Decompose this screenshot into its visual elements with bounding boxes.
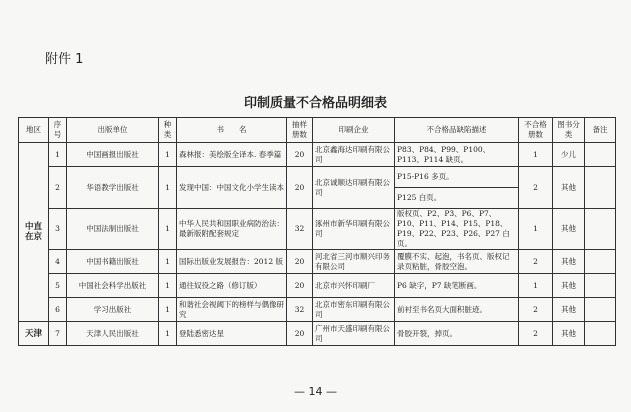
book-class-cell: 其他 (553, 250, 585, 274)
sample-cell: 20 (287, 167, 313, 209)
category-cell: 1 (159, 250, 177, 274)
publisher-cell: 中国法制出版社 (67, 209, 159, 250)
header-sample: 抽样册数 (287, 118, 313, 143)
header-defects: 不合格品缺陷描述 (395, 118, 519, 143)
sample-cell: 32 (287, 209, 313, 250)
table-header-row (19, 118, 616, 143)
title-cell: 国际出版业发展报告：2012 版 (177, 250, 287, 274)
table-row (19, 143, 616, 167)
printer-cell: 北京诚顺达印刷有限公司 (313, 167, 395, 209)
title-cell: 中华人民共和国职业病防治法：最新版附配套规定 (177, 209, 287, 250)
publisher-cell: 天津人民出版社 (67, 322, 159, 346)
title-cell: 通往奴役之路（修订版） (177, 274, 287, 298)
seq-cell: 1 (49, 143, 67, 167)
defects-cell-secondary: P125 白页。 (395, 188, 519, 209)
remark-cell (585, 167, 616, 209)
attachment-label: 附件 1 (45, 52, 84, 67)
category-cell: 1 (159, 322, 177, 346)
table-row (19, 322, 616, 346)
document-title: 印制质量不合格品明细表 (243, 96, 387, 111)
book-class-cell: 少儿 (553, 143, 585, 167)
seq-cell: 7 (49, 322, 67, 346)
fail-count-cell: 2 (519, 298, 553, 322)
table-row (19, 167, 616, 188)
printer-cell: 北京市密东印刷有限公司 (313, 298, 395, 322)
remark-cell (585, 209, 616, 250)
sample-cell: 20 (287, 143, 313, 167)
header-remark: 备注 (585, 118, 616, 143)
printer-cell: 河北省三河市顺兴印务有限公司 (313, 250, 395, 274)
header-title: 书 名 (177, 118, 287, 143)
sample-cell: 20 (287, 250, 313, 274)
header-category: 种类 (159, 118, 177, 143)
defect-table (18, 117, 616, 346)
publisher-cell: 中国画报出版社 (67, 143, 159, 167)
region-cell: 中直在京 (19, 143, 49, 322)
remark-cell (585, 143, 616, 167)
sample-cell: 20 (287, 274, 313, 298)
printer-cell: 北京市兴怀印刷厂 (313, 274, 395, 298)
category-cell: 1 (159, 167, 177, 209)
defects-cell: 前衬至书名页大面积脏迹。 (395, 298, 519, 322)
header-publisher: 出版单位 (67, 118, 159, 143)
publisher-cell: 中国书籍出版社 (67, 250, 159, 274)
fail-count-cell: 1 (519, 209, 553, 250)
remark-cell (585, 298, 616, 322)
printer-cell: 广州市天盛印刷有限公司 (313, 322, 395, 346)
printer-cell: 涿州市新华印刷有限公司 (313, 209, 395, 250)
region-cell: 天津 (19, 322, 49, 346)
book-class-cell: 其他 (553, 167, 585, 209)
category-cell: 1 (159, 209, 177, 250)
table-row (19, 250, 616, 274)
page-number: — 14 — (294, 385, 337, 398)
fail-count-cell: 1 (519, 274, 553, 298)
publisher-cell: 学习出版社 (67, 298, 159, 322)
printer-cell: 北京鑫海达印刷有限公司 (313, 143, 395, 167)
defects-cell: P6 缺字，P7 缺笔断画。 (395, 274, 519, 298)
defects-cell: 覆膜不实、起泡，书名页、版权记录页粘脏，骨胶空泡。 (395, 250, 519, 274)
fail-count-cell: 2 (519, 167, 553, 209)
sample-cell: 32 (287, 298, 313, 322)
book-class-cell: 其他 (553, 298, 585, 322)
seq-cell: 6 (49, 298, 67, 322)
book-class-cell: 其他 (553, 274, 585, 298)
fail-count-cell: 1 (519, 143, 553, 167)
defects-cell: 骨胶开裂，掉页。 (395, 322, 519, 346)
header-region: 地区 (19, 118, 49, 143)
defects-cell: 版权页、P2、P3、P6、P7、P10、P11、P14、P15、P18、P19、P22、P23、P26、P27 白页。 (395, 209, 519, 250)
defects-cell: P83、P84、P99、P100、P113、P114 缺页。 (395, 143, 519, 167)
fail-count-cell: 2 (519, 322, 553, 346)
category-cell: 1 (159, 298, 177, 322)
title-cell: 和谐社会视阈下的榜样与偶像研究 (177, 298, 287, 322)
header-book-class: 图书分类 (553, 118, 585, 143)
remark-cell (585, 322, 616, 346)
table-row (19, 274, 616, 298)
seq-cell: 4 (49, 250, 67, 274)
title-cell: 发现中国：中国文化小学生读本 (177, 167, 287, 209)
publisher-cell: 华语教学出版社 (67, 167, 159, 209)
publisher-cell: 中国社会科学出版社 (67, 274, 159, 298)
table-row (19, 298, 616, 322)
title-cell: 登陆悉密达星 (177, 322, 287, 346)
header-fail-count: 不合格册数 (519, 118, 553, 143)
defects-cell: P15-P16 多页。 (395, 167, 519, 188)
remark-cell (585, 250, 616, 274)
title-cell: 森林报：美绘版全译本. 春季篇 (177, 143, 287, 167)
category-cell: 1 (159, 143, 177, 167)
header-seq: 序号 (49, 118, 67, 143)
seq-cell: 3 (49, 209, 67, 250)
remark-cell (585, 274, 616, 298)
table-row (19, 209, 616, 250)
book-class-cell: 其他 (553, 322, 585, 346)
seq-cell: 5 (49, 274, 67, 298)
fail-count-cell: 2 (519, 250, 553, 274)
book-class-cell: 其他 (553, 209, 585, 250)
seq-cell: 2 (49, 167, 67, 209)
sample-cell: 20 (287, 322, 313, 346)
header-printer: 印刷企业 (313, 118, 395, 143)
category-cell: 1 (159, 274, 177, 298)
